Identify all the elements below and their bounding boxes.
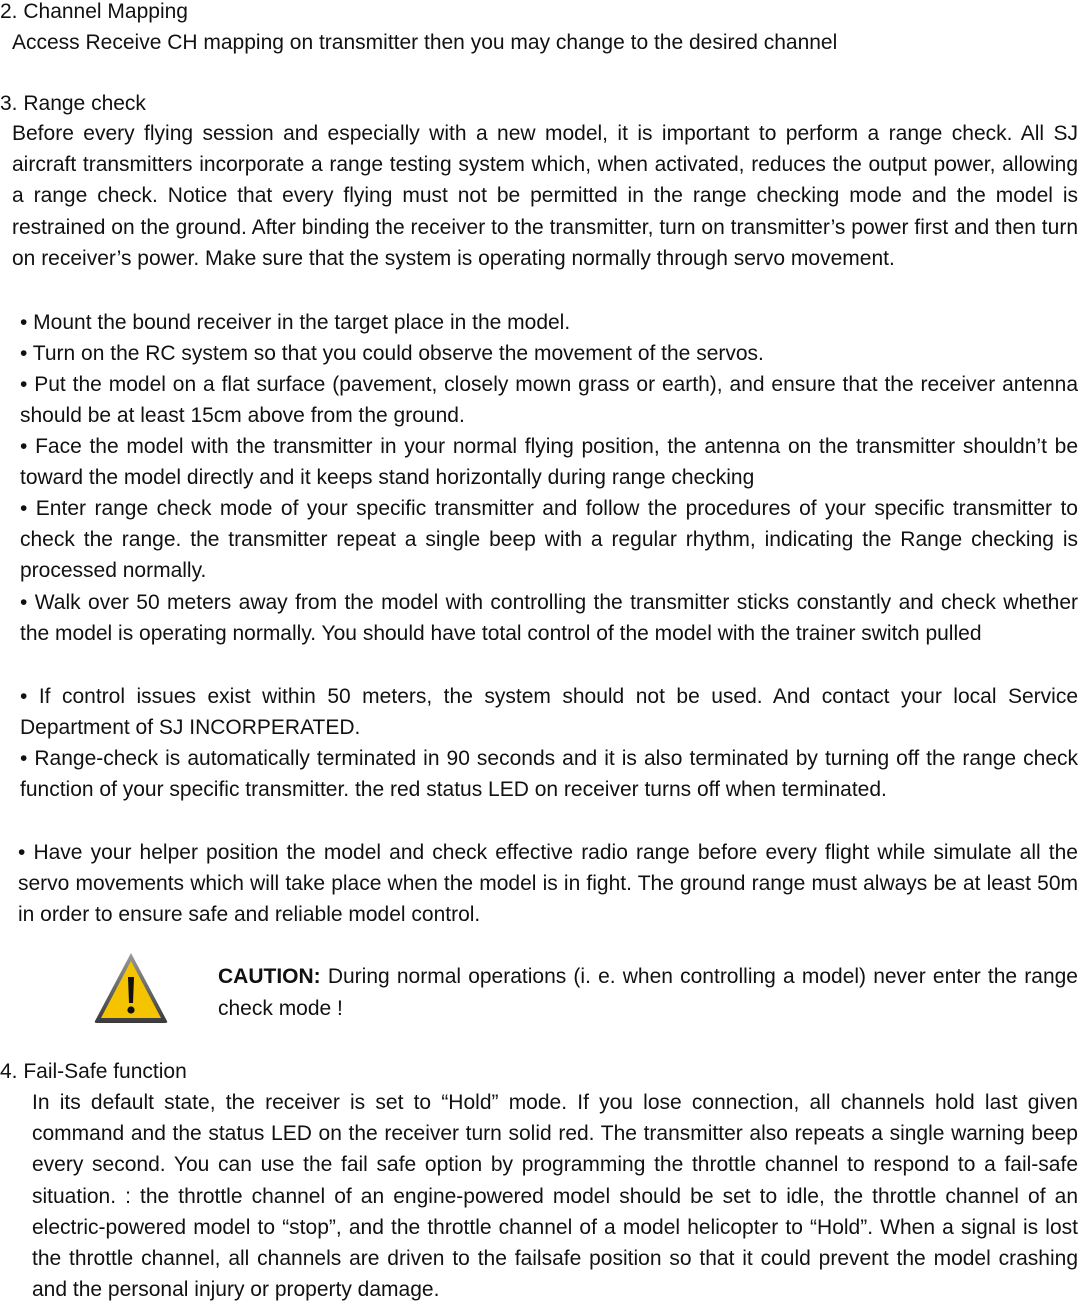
range-check-intro: Before every flying session and especially with a new model, it is important to perform a range check. All SJ aircraft transmitters incorporate a range testing system which, when activated, reduces the output power, allowing a range check. Notice that every flying must not be permitted in the range checking mode and the model is restrained on the ground. After binding the receiver to the transmitter, turn on transmitter’s power first and then turn on receiver’s power. Make sure that the system is operating normally through servo movement. [12,122,1078,270]
channel-mapping-heading: 2. Channel Mapping [0,0,188,23]
range-check-bullet: • Face the model with the transmitter in your normal flying position, the antenna on the transmitter shouldn’t be toward the model directly and it keeps stand horizontally during range checking [20,435,1078,490]
range-check-bullet: • Mount the bound receiver in the target place in the model. [20,311,571,334]
range-check-bullet: • If control issues exist within 50 meters, the system should not be used. And contact your local Service Department of SJ INCORPERATED. [20,685,1078,740]
range-check-bullet: • Enter range check mode of your specific transmitter and follow the procedures of your specific transmitter to check the range. the transmitter repeat a single beep with a regular rhythm, indicating the Range checking is processed normally. [20,497,1078,583]
range-check-bullet: • Turn on the RC system so that you could observe the movement of the servos. [20,342,764,365]
fail-safe-heading: 4. Fail-Safe function [0,1060,187,1083]
range-check-heading: 3. Range check [0,92,146,115]
caution-text: During normal operations (i. e. when controlling a model) never enter the range check mode ! [218,965,1078,1020]
range-check-bullet: • Have your helper position the model and check effective radio range before every flight while simulate all the servo movements which will take place when the model is in fight. The ground range must always be at least 50m in order to ensure safe and reliable model control. [18,841,1078,927]
warning-triangle-icon [93,951,169,1025]
range-check-bullet: • Put the model on a flat surface (pavement, closely mown grass or earth), and ensure that the receiver antenna should be at least 15cm above from the ground. [20,373,1078,428]
fail-safe-body: In its default state, the receiver is set to “Hold” mode. If you lose connection, all channels hold last given command and the status LED on the receiver turn solid red. The transmitter also repeats a single warning beep every second. You can use the fail safe option by programming the throttle channel to respond to a fail-safe situation. : the throttle channel of an engine-powered model should be set to idle, the throttle channel of an electric-powered model to “stop”, and the throttle channel of a model helicopter to “Hold”. When a signal is lost the throttle channel, all channels are driven to the failsafe position so that it could prevent the model crashing and the personal injury or property damage. [32,1091,1078,1302]
range-check-bullet: • Range-check is automatically terminated in 90 seconds and it is also terminated by turning off the range check function of your specific transmitter. the red status LED on receiver turns off when terminated. [20,747,1078,802]
caution-note [218,961,1078,1025]
range-check-bullet: • Walk over 50 meters away from the model with controlling the transmitter sticks constantly and check whether the model is operating normally. You should have total control of the model with the trainer switch pulled [20,591,1078,646]
caution-label: CAUTION: [218,965,321,988]
channel-mapping-body: Access Receive CH mapping on transmitter then you may change to the desired channel [12,31,838,54]
